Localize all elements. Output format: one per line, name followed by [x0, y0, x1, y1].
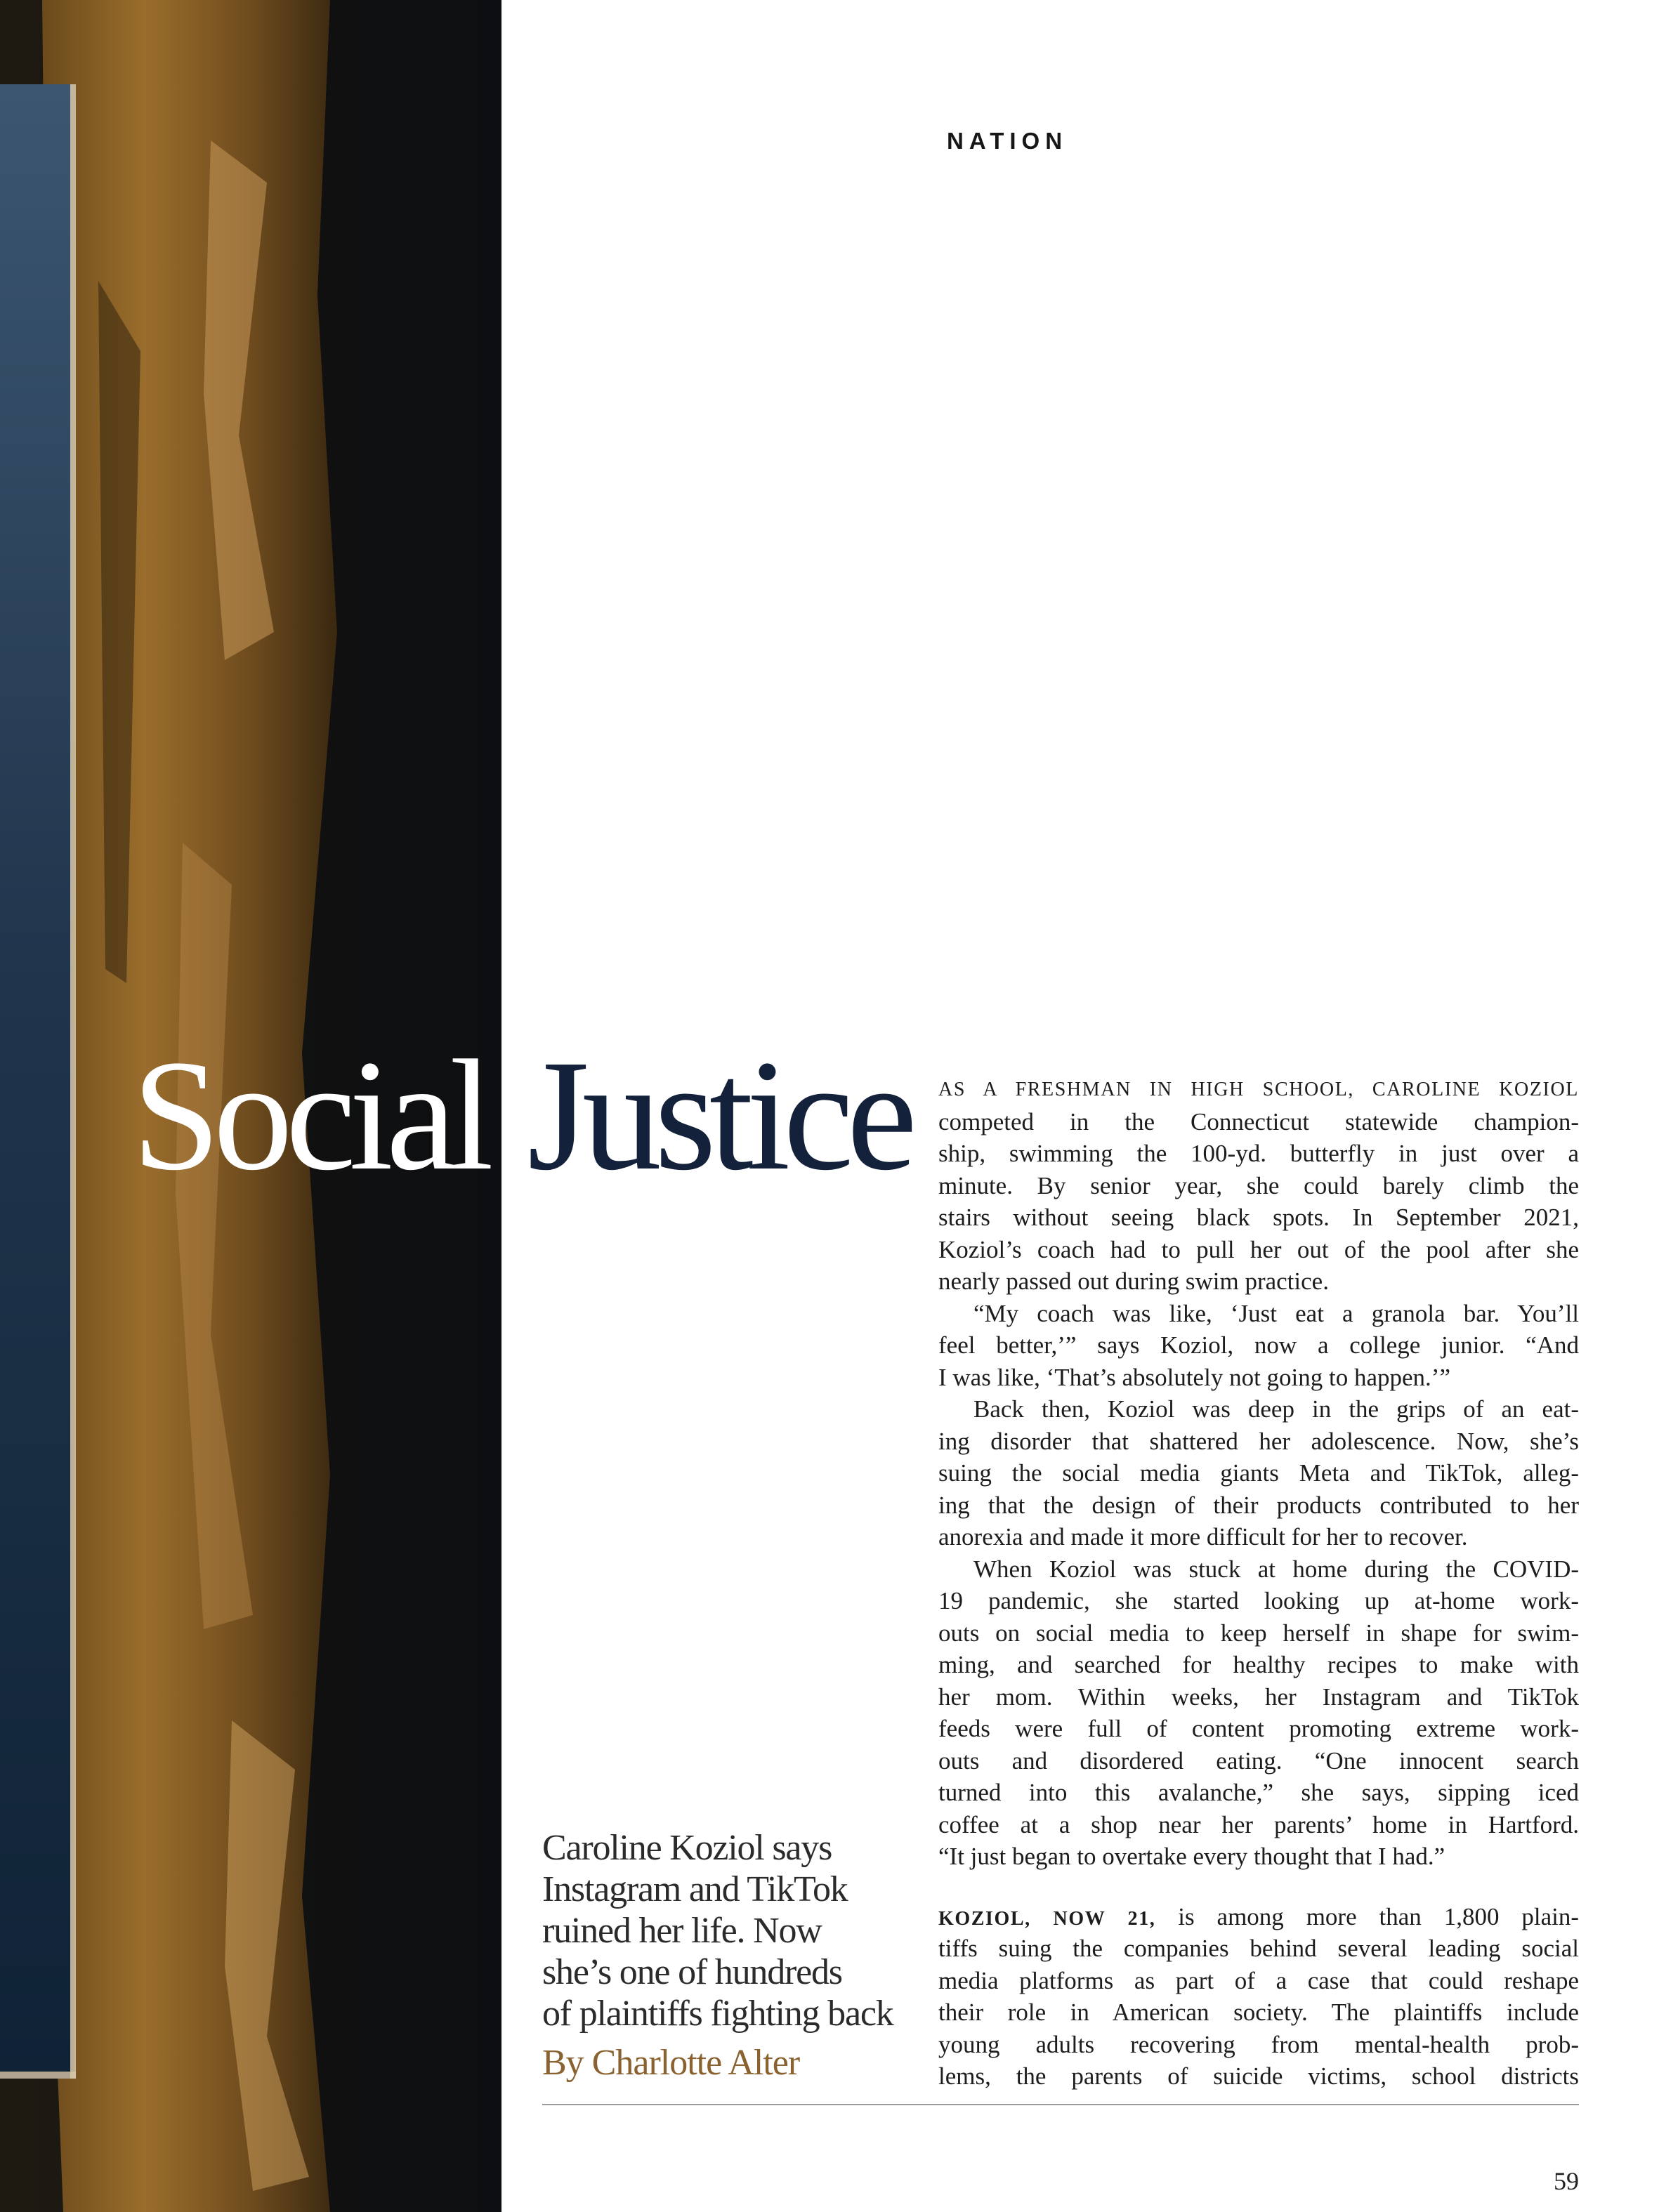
body-line: competed in the Connecticut statewide champion- [938, 1107, 1579, 1135]
article-body [938, 1074, 1579, 2093]
page-number: 59 [1554, 2167, 1579, 2195]
body-line: minute. By senior year, she could barely climb the [938, 1171, 1579, 1199]
body-line: feel better,’” says Koziol, now a college junior. “And [938, 1331, 1579, 1359]
body-line: ing disorder that shattered her adolescence. Now, she’s [938, 1427, 1579, 1455]
body-line: Back then, Koziol was deep in the grips of an eat- [973, 1395, 1579, 1423]
body-line: stairs without seeing black spots. In September 2021, [938, 1204, 1579, 1231]
paragraph-gap [938, 1873, 1579, 1901]
body-line [938, 1901, 1579, 1933]
dek [542, 1827, 936, 2034]
body-line: her mom. Within weeks, her Instagram and TikTok [938, 1683, 1579, 1711]
dek-line: of plaintiffs fighting back [542, 1994, 893, 2034]
body-line: outs and disordered eating. “One innocent search [938, 1746, 1579, 1775]
dek-line: she’s one of hundreds [542, 1952, 842, 1992]
body-line: tiffs suing the companies behind several leading social [938, 1935, 1579, 1962]
body-line: ming, and searched for healthy recipes to make with [938, 1651, 1579, 1678]
body-line: suing the social media giants Meta and TikTok, alleg- [938, 1459, 1579, 1487]
body-line: ship, swimming the 100-yd. butterfly in just over a [938, 1140, 1579, 1167]
lead-in: AS A FRESHMAN IN HIGH SCHOOL, CAROLINE KOZIOL [938, 1079, 1579, 1100]
footer-rule [542, 2104, 1579, 2105]
body-line: anorexia and made it more difficult for her to recover. [938, 1523, 1468, 1551]
body-line: Koziol’s coach had to pull her out of the pool after she [938, 1235, 1579, 1263]
dek-line: Caroline Koziol says [542, 1828, 832, 1868]
body-line: 19 pandemic, she started looking up at-home work- [938, 1587, 1579, 1614]
body-line: lems, the parents of suicide victims, school districts [938, 2062, 1579, 2090]
body-line: coffee at a shop near her parents’ home in Hartford. [938, 1810, 1579, 1838]
dek-line: ruined her life. Now [542, 1911, 822, 1951]
section-label: NATION [947, 128, 1068, 154]
second-lead-in: KOZIOL, NOW 21, [938, 1907, 1156, 1930]
body-line: I was like, ‘That’s absolutely not going to happen.’” [938, 1363, 1451, 1391]
byline: By Charlotte Alter [542, 2043, 800, 2083]
body-line: feeds were full of content promoting extreme work- [938, 1715, 1579, 1742]
body-line: ing that the design of their products contributed to her [938, 1491, 1579, 1519]
body-line-rest: is among more than 1,800 plain- [1155, 1902, 1579, 1930]
dek-line: Instagram and TikTok [542, 1869, 848, 1909]
headline-word-social: Social [132, 1027, 487, 1203]
body-line: “My coach was like, ‘Just eat a granola bar. You’ll [973, 1299, 1579, 1327]
body-line: their role in American society. The plaintiffs include [938, 1999, 1579, 2026]
body-line: outs on social media to keep herself in shape for swim- [938, 1619, 1579, 1647]
headline [132, 1017, 940, 1213]
body-line: young adults recovering from mental-health prob- [938, 2030, 1579, 2058]
body-line: “It just began to overtake every thought that I had.” [938, 1843, 1445, 1870]
body-line: media platforms as part of a case that could reshape [938, 1966, 1579, 1994]
headline-word-justice: Justice [527, 1027, 910, 1203]
body-line: When Koziol was stuck at home during the COVID- [973, 1555, 1579, 1583]
body-line: nearly passed out during swim practice. [938, 1268, 1329, 1295]
body-line: turned into this avalanche,” she says, sipping iced [938, 1779, 1579, 1806]
